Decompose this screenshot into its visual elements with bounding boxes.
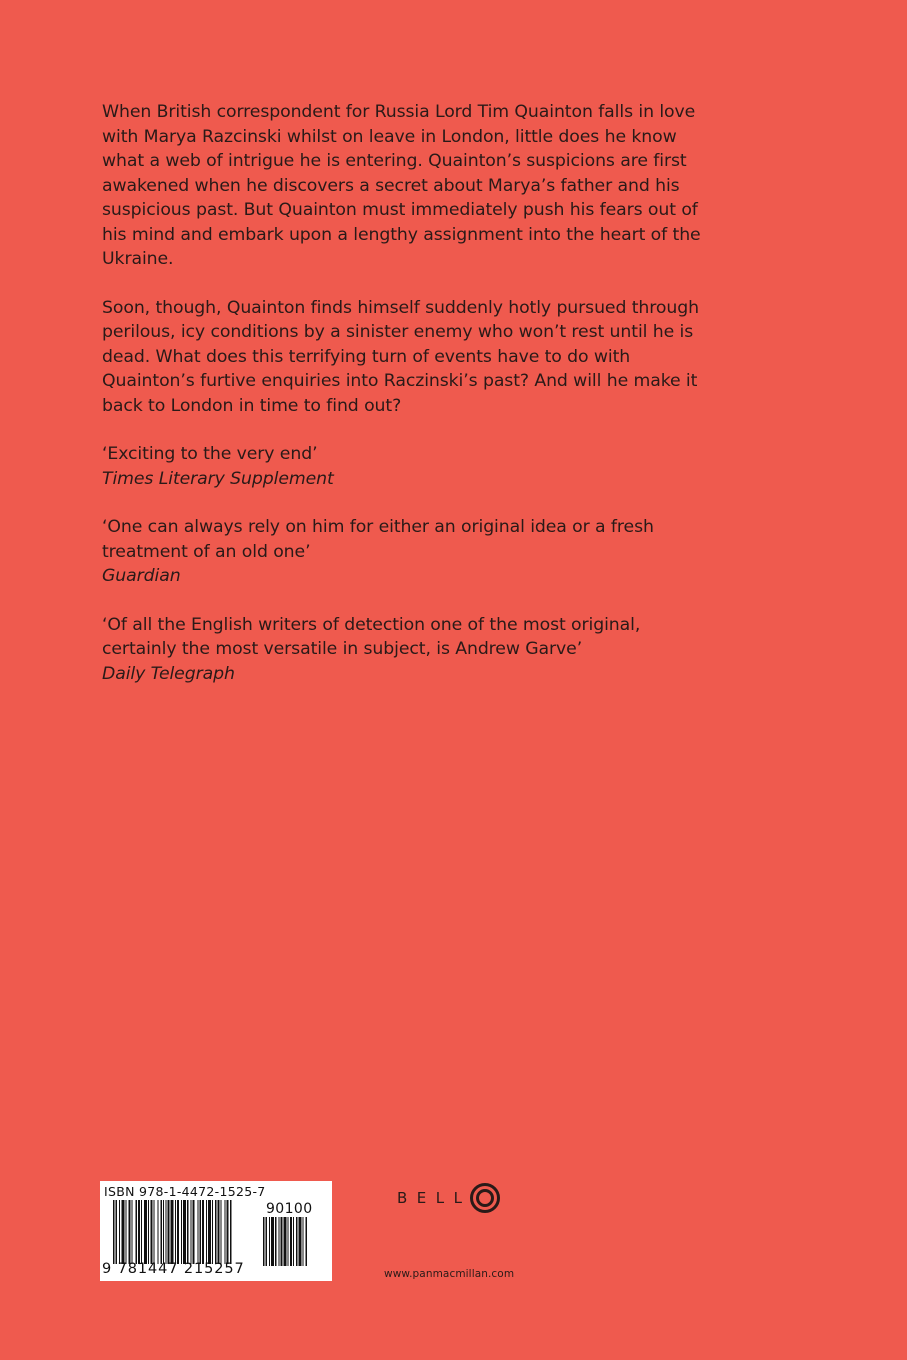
publisher-website: www.panmacmillan.com (384, 1268, 515, 1280)
blurb-paragraph-2: Soon, though, Quainton finds himself suddenly hotly pursued through perilous, icy conditions by a sinister enemy who won’t rest until he is dead. What does this terrifying turn of events have to do with Quainton’s furtive enquiries into Raczinski’s past? And will he make it back to London in time to find out? (102, 297, 699, 416)
logo-circle-icon (469, 1182, 501, 1214)
isbn-label: ISBN 978-1-4472-1525-7 (104, 1184, 266, 1199)
quote-source: Guardian (102, 566, 181, 586)
back-cover-blurb (102, 100, 702, 710)
review-quote-3 (102, 613, 702, 687)
review-quote-2 (102, 515, 702, 589)
quote-source: Times Literary Supplement (102, 468, 334, 489)
logo-letters: BELL (397, 1189, 472, 1207)
quote-text: ‘Of all the English writers of detection one of the most original, certainly the most versatile in subject, is Andrew Garve’ (102, 614, 641, 659)
price-code: 90100 (266, 1201, 313, 1217)
review-quote-1 (102, 442, 702, 491)
isbn-barcode (100, 1181, 332, 1281)
barcode-bars-icon (113, 1200, 255, 1264)
barcode-addon-bars-icon (263, 1217, 325, 1266)
blurb-paragraph-1: When British correspondent for Russia Lord Tim Quainton falls in love with Marya Razcinski whilst on leave in London, little does he know what a web of intrigue he is entering. Quainton’s suspicions are first awakened when he discovers a secret about Marya’s father and his suspicious past. But Quainton must immediately push his fears out of his mind and embark upon a lengthy assignment into the heart of the Ukraine. (102, 102, 701, 269)
quote-text: ‘Exciting to the very end’ (102, 444, 318, 464)
quote-source: Daily Telegraph (102, 663, 235, 684)
ean-digits: 9 781447 215257 (102, 1261, 245, 1277)
quote-text: ‘One can always rely on him for either an original idea or a fresh treatment of an old one’ (102, 517, 654, 562)
publisher-logo (397, 1182, 501, 1214)
